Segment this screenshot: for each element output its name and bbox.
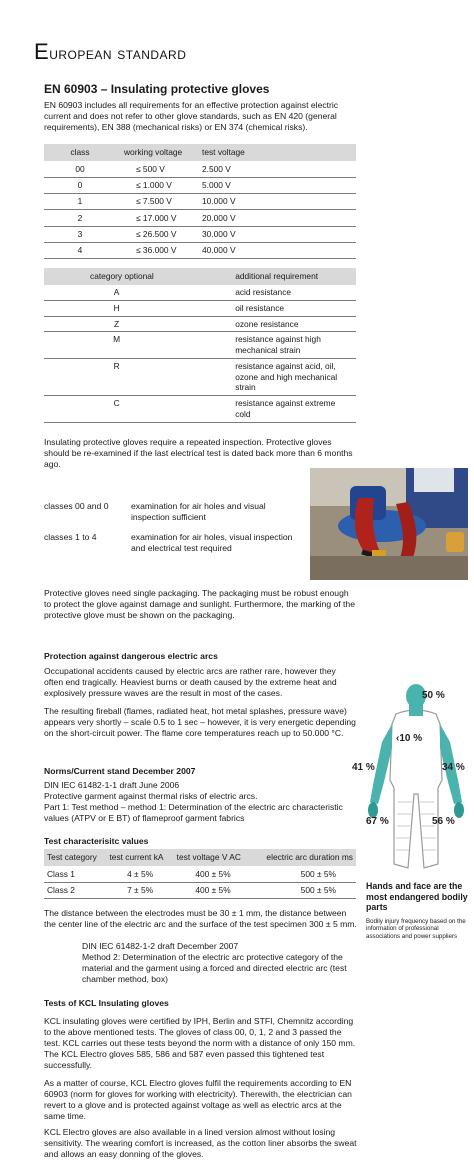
table-cell: Class 1 — [44, 866, 106, 882]
arc-heading: Protection against dangerous electric arcs — [44, 651, 218, 661]
norms-heading: Norms/Current stand December 2007 — [44, 766, 196, 776]
norm-line: Protective garment against thermal risks of electric arcs. — [44, 791, 258, 801]
table-cell: 5.000 V — [198, 177, 356, 193]
table-row — [44, 210, 356, 226]
table-cell: ≤ 26.500 V — [116, 226, 198, 242]
table-row — [44, 194, 356, 210]
torso-percentage: ‹10 % — [396, 733, 423, 744]
table-cell: M — [44, 332, 231, 359]
arc-paragraph: The resulting fireball (flames, radiated heat, hot metal splashes, pressure wave) appears very shortly – scale 0.5 to 1 sec – however, it is very energetic depending on the short-circuit power. The flame core temperatures reach up to 50.000 °C. — [44, 706, 356, 738]
table-cell: 400 ± 5% — [174, 882, 253, 898]
table-row — [44, 316, 356, 332]
table-cell: 4 — [44, 242, 116, 258]
inspection-class-label: classes 1 to 4 — [44, 532, 97, 542]
table-row — [44, 882, 356, 898]
table-row — [44, 332, 356, 359]
table-row — [44, 161, 356, 177]
head-percentage: 50 % — [422, 690, 445, 701]
table-row — [44, 285, 356, 300]
table-cell: 30.000 V — [198, 226, 356, 242]
column-header: additional requirement — [231, 268, 356, 285]
table-cell: 4 ± 5% — [106, 866, 173, 882]
norm-line: Method 2: Determination of the electric arc protective category of the material and the garment using a forced and directed electric arc (test chamber method, box) — [82, 952, 347, 984]
table-cell: ≤ 7.500 V — [116, 194, 198, 210]
body-injury-figure — [360, 684, 472, 880]
body-figure-caption: Hands and face are the most endangered bodily parts — [366, 881, 468, 913]
distance-paragraph: The distance between the electrodes must be 30 ± 1 mm, the distance between the center line of the electric arc and the surface of the test specimen 300 ± 5 mm. — [44, 908, 357, 929]
page-title: European standard — [34, 39, 187, 64]
column-header: test voltage V AC — [174, 849, 253, 866]
table-cell: 400 ± 5% — [174, 866, 253, 882]
table-cell: acid resistance — [231, 285, 356, 300]
table-header-row — [44, 144, 356, 161]
column-header: test current kA — [106, 849, 173, 866]
table-cell: 1 — [44, 194, 116, 210]
table-cell: ozone resistance — [231, 316, 356, 332]
table-row — [44, 226, 356, 242]
table-cell: 7 ± 5% — [106, 882, 173, 898]
intro-paragraph: EN 60903 includes all requirements for an effective protection against electric current and does not refer to other glove standards, such as EN 420 (general requirements), EN 388 (mechanical risks) or EN 374 (chemical risks). — [44, 100, 339, 132]
table-cell: 10.000 V — [198, 194, 356, 210]
body-figure-note: Bodily injury frequency based on the information of professional associations and power suppliers — [366, 918, 466, 940]
table-cell: H — [44, 300, 231, 316]
packaging-paragraph: Protective gloves need single packaging. The packaging must be robust enough to protect the glove against damage and sunlight. Furthermore, the marking of the protective glove must be shown on the packaging. — [44, 588, 355, 620]
table-cell: 2.500 V — [198, 161, 356, 177]
inspection-requirement: examination for air holes and visual inspection sufficient — [131, 501, 266, 522]
column-header: working voltage — [116, 144, 198, 161]
column-header: Test category — [44, 849, 106, 866]
category-table — [44, 268, 356, 423]
table-cell: 00 — [44, 161, 116, 177]
norm-line: DIN IEC 61482-1-2 draft December 2007 — [82, 941, 239, 951]
body-silhouette-icon — [360, 684, 472, 880]
norm-line: Part 1: Test method – method 1: Determination of the electric arc characteristic values (ATPV or E BT) of flameproof garment fabrics — [44, 802, 343, 823]
table-cell: ≤ 1.000 V — [116, 177, 198, 193]
arrow-left-icon: ‹ — [396, 733, 400, 744]
table-cell: ≤ 36.000 V — [116, 242, 198, 258]
table-cell: resistance against acid, oil, ozone and high mechanical strain — [231, 358, 356, 395]
table-cell: 3 — [44, 226, 116, 242]
table-cell: A — [44, 285, 231, 300]
table-cell: 0 — [44, 177, 116, 193]
kcl-heading: Tests of KCL Insulating gloves — [44, 998, 169, 1008]
table-cell: oil resistance — [231, 300, 356, 316]
inspection-paragraph: Insulating protective gloves require a repeated inspection. Protective gloves should be re-examined if the last electrical test is dated back more than 6 months ago. — [44, 437, 353, 469]
right-arm-percentage: 34 % — [442, 762, 465, 773]
class-voltage-table — [44, 144, 356, 259]
table-row — [44, 866, 356, 882]
arc-paragraph: Occupational accidents caused by electric arcs are rather rare, however they often end tragically. Heaviest burns or death caused by the extreme heat and explosively pressure waves are the result in most of the cases. — [44, 666, 337, 698]
test-values-heading: Test characterisitc values — [44, 836, 149, 846]
table-row — [44, 177, 356, 193]
table-row — [44, 396, 356, 423]
electrician-photo — [310, 468, 468, 580]
table-cell: 20.000 V — [198, 210, 356, 226]
table-cell: 40.000 V — [198, 242, 356, 258]
column-header: category optional — [44, 268, 231, 285]
table-cell: 500 ± 5% — [252, 866, 356, 882]
kcl-paragraph: KCL Electro gloves are also available in a lined version almost without losing sensitivity. The wearing comfort is increased, as the cotton liner absorbs the sweat and allows an easy donning of the gloves. — [44, 1127, 357, 1159]
table-cell: 500 ± 5% — [252, 882, 356, 898]
table-row — [44, 300, 356, 316]
table-header-row — [44, 849, 356, 866]
table-cell: resistance against high mechanical strain — [231, 332, 356, 359]
kcl-paragraph: As a matter of course, KCL Electro gloves fulfil the requirements according to EN 60903 (norm for gloves for working with electricity). Therewith, the electrician can revert to a glove and is protected against voltage as well as electric arcs at the same time. — [44, 1078, 352, 1121]
inspection-class-label: classes 00 and 0 — [44, 501, 109, 511]
inspection-requirement: examination for air holes, visual inspection and electrical test required — [131, 532, 293, 553]
table-cell: resistance against extreme cold — [231, 396, 356, 423]
table-header-row — [44, 268, 356, 285]
section-heading: EN 60903 – Insulating protective gloves — [44, 82, 270, 96]
left-arm-percentage: 41 % — [352, 762, 375, 773]
table-cell: ≤ 500 V — [116, 161, 198, 177]
table-cell: 2 — [44, 210, 116, 226]
table-row — [44, 358, 356, 395]
right-leg-percentage: 56 % — [432, 816, 455, 827]
table-cell: ≤ 17.000 V — [116, 210, 198, 226]
column-header: electric arc duration ms — [252, 849, 356, 866]
table-cell: Z — [44, 316, 231, 332]
kcl-paragraph: KCL insulating gloves were certified by IPH, Berlin and STFI, Chemnitz according to the above mentioned tests. The gloves of class 00, 0, 1, 2 and 3 passed the test. KCL carries out these tests beyond the norm with a distance of only 150 mm. The KCL Electro gloves 585, 586 and 587 even passed this tightened test successfully. — [44, 1016, 356, 1070]
table-cell: R — [44, 358, 231, 395]
table-row — [44, 242, 356, 258]
left-leg-percentage: 67 % — [366, 816, 389, 827]
test-values-table — [44, 849, 356, 899]
table-cell: Class 2 — [44, 882, 106, 898]
norms-text — [44, 780, 360, 824]
table-cell: C — [44, 396, 231, 423]
column-header: test voltage — [198, 144, 356, 161]
norm-line: DIN IEC 61482-1-1 draft June 2006 — [44, 780, 180, 790]
din-method2 — [82, 941, 358, 985]
column-header: class — [44, 144, 116, 161]
electrician-photo-illustration — [310, 468, 468, 580]
